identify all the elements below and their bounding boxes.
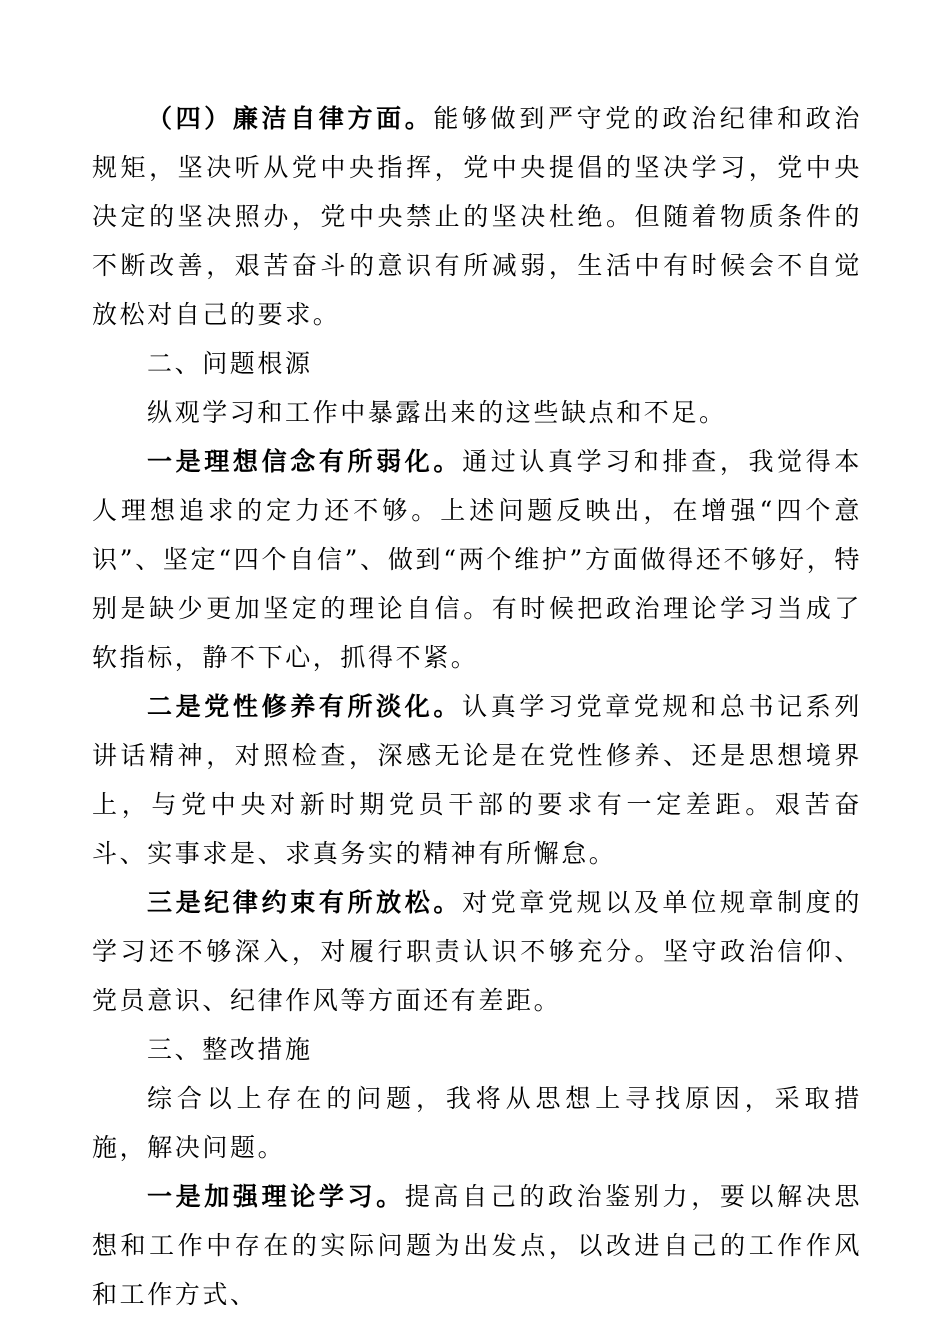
paragraph-lead: 一是理想信念有所弱化。 xyxy=(147,447,463,476)
paragraph-text: 能够做到严守党的政治纪律和政治规矩，坚决听从党中央指挥，党中央提倡的坚决学习，党中央决定的坚决照办，党中央禁止的坚决杜绝。但随着物质条件的不断改善，艰苦奋斗的意识有所减弱，生活中有时候会不自觉放松对自己的要求。 xyxy=(92,104,862,329)
section-heading-rectification: 三、整改措施 xyxy=(147,1035,313,1064)
paragraph-lead: （四）廉洁自律方面。 xyxy=(147,104,434,133)
paragraph-ideals xyxy=(92,437,862,682)
paragraph-text: 通过认真学习和排查，我觉得本人理想追求的定力还不够。上述问题反映出，在增强“四个意识”、坚定“四个自信”、做到“两个维护”方面做得还不够好，特别是缺少更加坚定的理论自信。有时候把政治理论学习当成了软指标，静不下心，抓得不紧。 xyxy=(92,447,862,672)
paragraph-lead: 三是纪律约束有所放松。 xyxy=(147,888,463,917)
paragraph-lead: 二是党性修养有所淡化。 xyxy=(147,692,463,721)
paragraph-text: 提高自己的政治鉴别力，要以解决思想和工作中存在的实际问题为出发点，以改进自己的工作作风和工作方式、 xyxy=(92,1182,862,1309)
paragraph-text: 对党章党规以及单位规章制度的学习还不够深入，对履行职责认识不够充分。坚守政治信仰、党员意识、纪律作风等方面还有差距。 xyxy=(92,888,862,1015)
paragraph-theory-study xyxy=(92,1172,862,1319)
paragraph-party-spirit xyxy=(92,682,862,878)
paragraph-integrity xyxy=(92,94,862,339)
section-intro: 综合以上存在的问题，我将从思想上寻找原因，采取措施，解决问题。 xyxy=(92,1084,862,1162)
section-heading-root-causes: 二、问题根源 xyxy=(147,349,313,378)
paragraph-discipline xyxy=(92,878,862,1025)
section-intro: 纵观学习和工作中暴露出来的这些缺点和不足。 xyxy=(147,398,727,427)
paragraph-text: 认真学习党章党规和总书记系列讲话精神，对照检查，深感无论是在党性修养、还是思想境界上，与党中央对新时期党员干部的要求有一定差距。艰苦奋斗、实事求是、求真务实的精神有所懈怠。 xyxy=(92,692,862,868)
document-page xyxy=(92,94,862,1319)
paragraph-lead: 一是加强理论学习。 xyxy=(147,1182,405,1211)
